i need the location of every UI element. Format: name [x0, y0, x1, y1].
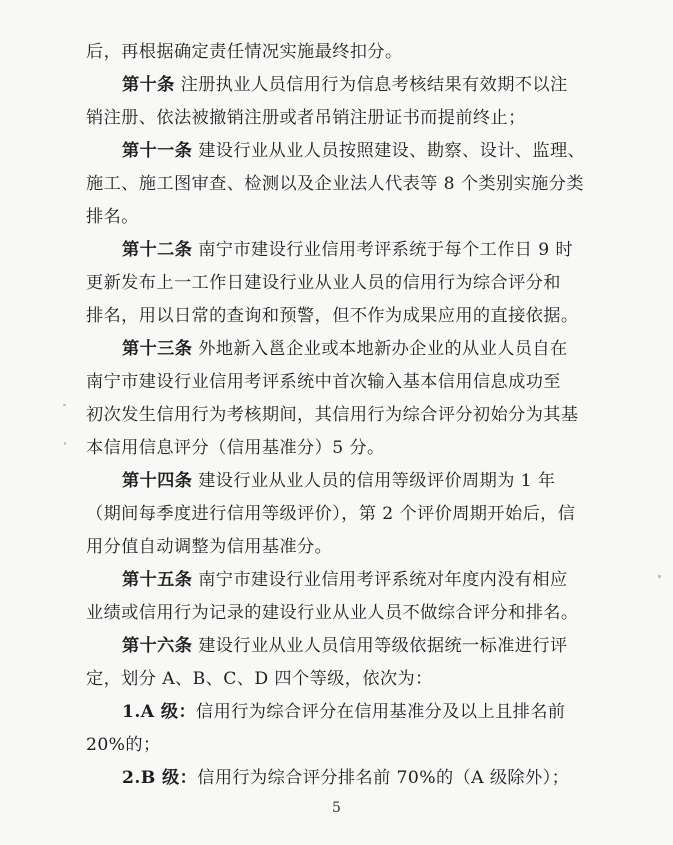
- text-line: [86, 36, 618, 69]
- line-text: 建设行业从业人员按照建设、勘察、设计、监理、: [192, 141, 586, 161]
- article-heading: 第十一条: [122, 141, 193, 161]
- line-text: 信用行为综合评分在信用基准分及以上且排名前: [196, 702, 566, 722]
- line-text: 建设行业从业人员信用等级依据统一标准进行评: [192, 636, 568, 656]
- text-line: [86, 333, 618, 366]
- page-number: 5: [332, 800, 341, 816]
- line-text: 初次发生信用行为考核期间，其信用行为综合评分初始分为其基: [86, 405, 579, 425]
- text-line: [86, 564, 618, 597]
- line-text: （期间每季度进行信用等级评价），第 2 个评价周期开始后，信: [86, 504, 576, 524]
- article-heading: 1.A 级：: [122, 702, 197, 722]
- text-line: [86, 432, 618, 465]
- line-text: 南宁市建设行业信用考评系统中首次输入基本信用信息成功至: [86, 372, 561, 392]
- line-text: 定，划分 A、B、C、D 四个等级，依次为：: [86, 669, 433, 689]
- line-text: 外地新入邕企业或本地新办企业的从业人员自在: [192, 339, 568, 359]
- line-text: 南宁市建设行业信用考评系统对年度内没有相应: [192, 570, 568, 590]
- line-text: 后，再根据确定责任情况实施最终扣分。: [86, 42, 403, 62]
- text-line: [86, 300, 618, 333]
- line-text: 施工、施工图审查、检测以及企业法人代表等 8 个类别实施分类: [86, 174, 584, 194]
- text-line: [86, 465, 618, 498]
- line-text: 用分值自动调整为信用基准分。: [86, 537, 333, 557]
- article-heading: 第十六条: [122, 636, 193, 656]
- line-text: 业绩或信用行为记录的建设行业从业人员不做综合评分和排名。: [86, 603, 579, 623]
- scan-speck: [64, 442, 66, 445]
- line-text: 南宁市建设行业信用考评系统于每个工作日 9 时: [192, 240, 574, 260]
- text-line: [86, 366, 618, 399]
- text-line: [86, 267, 618, 300]
- line-text: 排名。: [86, 207, 139, 227]
- scan-speck: [658, 575, 661, 578]
- text-line: [86, 729, 618, 762]
- text-line: [86, 762, 618, 795]
- text-line: [86, 69, 618, 102]
- text-line: [86, 498, 618, 531]
- line-text: 更新发布上一工作日建设行业从业人员的信用行为综合评分和: [86, 273, 561, 293]
- text-line: [86, 201, 618, 234]
- line-text: 建设行业从业人员的信用等级评价周期为 1 年: [192, 471, 556, 491]
- text-line: [86, 696, 618, 729]
- article-heading: 第十条: [122, 75, 175, 95]
- article-heading: 第十三条: [122, 339, 193, 359]
- line-text: 信用行为综合评分排名前 70%的（A 级除外）；: [197, 768, 570, 788]
- text-line: [86, 663, 618, 696]
- text-line: [86, 168, 618, 201]
- text-line: [86, 597, 618, 630]
- article-heading: 2.B 级：: [122, 768, 198, 788]
- text-line: [86, 102, 618, 135]
- scan-speck: [63, 404, 66, 406]
- text-line: [86, 135, 618, 168]
- text-line: [86, 234, 618, 267]
- line-text: 排名，用以日常的查询和预警，但不作为成果应用的直接依据。: [86, 306, 579, 326]
- text-line: [86, 399, 618, 432]
- document-body: [86, 36, 618, 795]
- text-line: [86, 531, 618, 564]
- article-heading: 第十五条: [122, 570, 193, 590]
- text-line: [86, 630, 618, 663]
- article-heading: 第十二条: [122, 240, 193, 260]
- line-text: 20%的；: [86, 735, 161, 755]
- article-heading: 第十四条: [122, 471, 193, 491]
- line-text: 注册执业人员信用行为信息考核结果有效期不以注: [174, 75, 568, 95]
- line-text: 本信用信息评分（信用基准分）5 分。: [86, 438, 385, 458]
- line-text: 销注册、依法被撤销注册或者吊销注册证书而提前终止；: [86, 108, 526, 128]
